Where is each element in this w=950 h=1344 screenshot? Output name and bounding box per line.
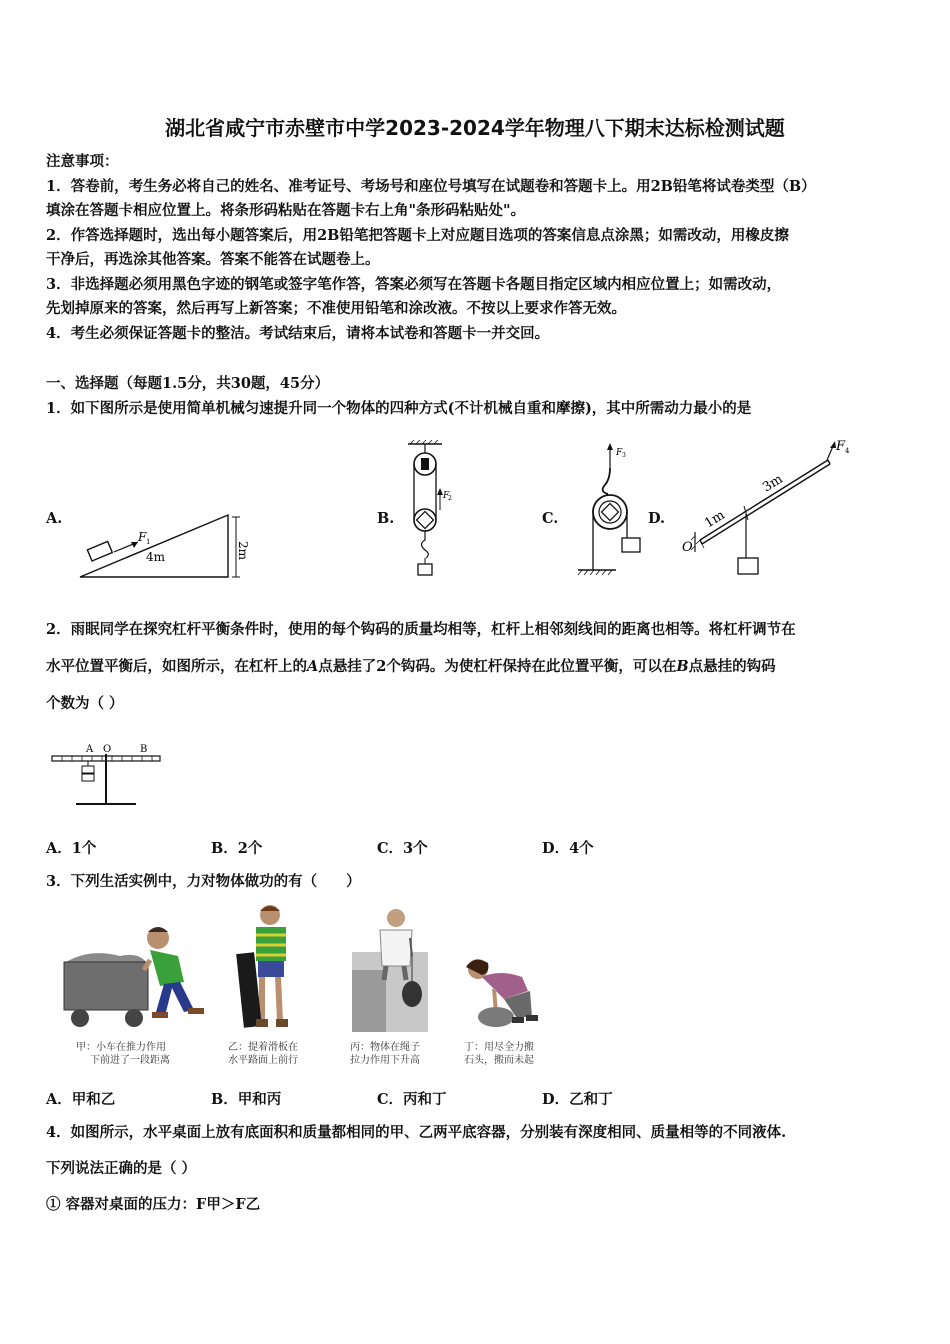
section-heading: 一、选择题（每题1.5分，共30题，45分） (46, 375, 330, 392)
notice-line: 4．考生必须保证答题卡的整洁。考试结束后，请将本试卷和答题卡一并交回。 (46, 325, 550, 342)
q3-caption-jia: 甲：小车在推力作用 下前进了一段距离 (76, 1042, 170, 1066)
page-title: 湖北省咸宁市赤壁市中学2023-2024学年物理八下期末达标检测试题 (165, 116, 785, 140)
q4-stem-line2: 下列说法正确的是（ ） (46, 1160, 197, 1177)
q1d-force-sub: 4 (845, 447, 850, 455)
q4-stem-line1: 4．如图所示，水平桌面上放有底面积和质量都相同的甲、乙两平底容器，分别装有深度相同、质量相等的不同液体. (46, 1124, 787, 1141)
q2-stem-line1: 2．雨眠同学在探究杠杆平衡条件时，使用的每个钩码的质量均相等，杠杆上相邻刻线间的距离也相等。将杠杆调节在 (46, 621, 796, 638)
notice-line: 1．答卷前，考生务必将自己的姓名、准考证号、考场号和座位号填写在试题卷和答题卡上。用2B铅笔将试卷类型（B） (46, 178, 816, 195)
q1-option-d-label[interactable]: D. (648, 510, 666, 527)
q1a-force-label: F (138, 530, 147, 544)
q2-option-c[interactable]: C．3个 (377, 840, 428, 857)
q1d-pivot-label: O (682, 540, 693, 555)
notice-line: 先划掉原来的答案，然后再写上新答案；不准使用铅笔和涂改液。不按以上要求作答无效。 (46, 300, 626, 317)
q3-picture-yi-carrying-board (232, 903, 312, 1033)
q3-caption-bing: 丙：物体在绳子 拉力作用下升高 (350, 1042, 420, 1066)
q3-option-c[interactable]: C．丙和丁 (377, 1091, 447, 1108)
q1-stem: 1．如下图所示是使用简单机械匀速提升同一个物体的四种方式(不计机械自重和摩擦)，其中所需动力最小的是 (46, 400, 752, 417)
q1b-force-label: F (443, 491, 450, 501)
notice-line: 干净后，再选涂其他答案。答案不能答在试题卷上。 (46, 251, 380, 268)
q1-option-c-label[interactable]: C. (542, 510, 559, 527)
q2-stem-line2: 水平位置平衡后，如图所示，在杠杆上的A点悬挂了2个钩码。为使杠杆保持在此位置平衡，可以在B点悬挂的钩码 (46, 658, 776, 675)
q3-picture-bing-lifting-bucket (350, 908, 432, 1034)
q1-option-a-label[interactable]: A. (46, 510, 63, 527)
q1a-length-label: 4m (146, 550, 166, 564)
q4-statement-1: ① 容器对桌面的压力：F甲＞F乙 (46, 1196, 261, 1213)
notice-line: 2．作答选择题时，选出每小题答案后，用2B铅笔把答题卡上对应题目选项的答案信息点涂黑；如需改动，用橡皮擦 (46, 227, 789, 244)
q2-stem-line3: 个数为（ ） (46, 695, 124, 712)
q1a-height-label: 2m (236, 541, 250, 561)
q1-figure-d-lever (678, 436, 858, 581)
q1d-length2-label: 3m (760, 471, 786, 496)
q3-picture-jia-pushing-cart (60, 920, 210, 1030)
q2-option-b[interactable]: B．2个 (211, 840, 263, 857)
q1-option-b-label[interactable]: B. (377, 510, 395, 527)
notice-line: 3．非选择题必须用黑色字迹的钢笔或签字笔作答，答案必须写在答题卡各题目指定区域内相应位置上；如需改动， (46, 276, 782, 293)
q1d-force-label: F (836, 439, 846, 454)
q2-figure-lever (48, 738, 166, 810)
q3-caption-ding: 丁：用尽全力搬 石头，搬而未起 (464, 1042, 534, 1066)
q2-pivot-o-label: O (103, 744, 112, 755)
q1a-force-sub: 1 (146, 538, 151, 546)
q3-picture-ding-lifting-stone (460, 955, 542, 1033)
q2-option-d[interactable]: D．4个 (542, 840, 594, 857)
q3-caption-yi: 乙：提着滑板在 水平路面上前行 (228, 1042, 298, 1066)
notice-line: 填涂在答题卡相应位置上。将条形码粘贴在答题卡右上角"条形码粘贴处"。 (46, 202, 526, 219)
q1-figure-c-movable-pulley (572, 440, 647, 578)
q1c-force-label: F (616, 448, 623, 458)
q1-figure-b-pulley-block (398, 440, 458, 580)
notice-heading: 注意事项： (46, 153, 119, 170)
q3-option-d[interactable]: D．乙和丁 (542, 1091, 613, 1108)
q1d-length1-label: 1m (702, 507, 728, 532)
q2-option-a[interactable]: A．1个 (46, 840, 97, 857)
q3-option-b[interactable]: B．甲和丙 (211, 1091, 282, 1108)
q1b-force-sub: 2 (448, 495, 452, 502)
q3-option-a[interactable]: A．甲和乙 (46, 1091, 116, 1108)
q2-point-a-label: A (86, 744, 94, 755)
q2-point-b-label: B (140, 744, 148, 755)
q1c-force-sub: 3 (622, 452, 626, 459)
q1-figure-a-incline (76, 505, 251, 585)
q3-stem: 3．下列生活实例中，力对物体做功的有（ ） (46, 873, 361, 890)
